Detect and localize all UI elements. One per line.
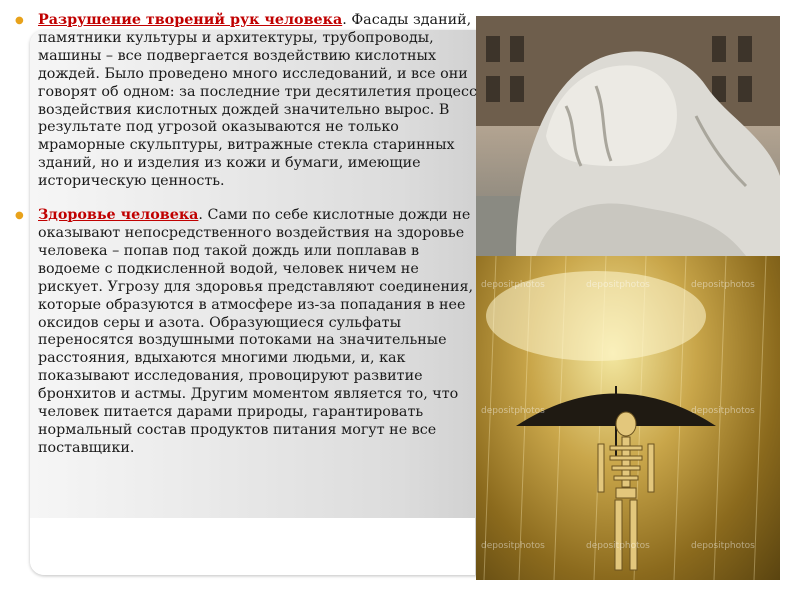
bullet-icon: ● — [15, 210, 24, 222]
watermark-text: depositphotos — [481, 280, 545, 290]
paragraph-health — [15, 207, 477, 458]
paragraph-heading: Разрушение творений рук человека — [38, 12, 343, 28]
paragraph-body: Сами по себе кислотные дожди не оказывают непосредственного воздействия на здоровье человека – попав под такой дождь или поплавав в водоеме с подкисленной водой, человек ничем не рискует. Угрозу для здоровья представляют соединения, которые образуются в атмосфере из-за попадания в нее оксидов серы и азота. Образующиеся сульфаты переносятся воздушными потоками на значительные расстояния, вдыхаются многими людьми, и, как показывают исследования, провоцируют развитие бронхитов и астмы. Другим моментом является то, что человек питается дарами природы, гарантировать нормальный состав продуктов питания могут не все поставщики. — [38, 207, 474, 456]
watermark-text: depositphotos — [586, 541, 650, 551]
watermark-text: depositphotos — [586, 280, 650, 290]
text-column — [15, 12, 477, 458]
watermark-text: depositphotos — [691, 406, 755, 416]
paragraph-heading: Здоровье человека — [38, 207, 199, 224]
paragraph-body: Фасады зданий, памятники культуры и архитектуры, трубопроводы, машины – все подвергается воздействию кислотных дождей. Было проведено много исследований, и все они говорят об одном: за последние три десятилетия процесс воздействия кислотных дождей значительно вырос. В результате под угрозой оказываются не только мраморные скульптуры, витражные стекла старинных зданий, но и изделия из кожи и бумаги, имеющие историческую ценность. — [38, 12, 477, 190]
heading-trail: . — [198, 207, 203, 224]
acid-rain-skeleton-photo — [476, 256, 780, 580]
heading-trail: . — [342, 12, 347, 28]
watermark-text: depositphotos — [481, 406, 545, 416]
watermark-text: depositphotos — [691, 280, 755, 290]
bullet-icon: ● — [15, 15, 24, 26]
lion-statue-photo — [476, 16, 780, 256]
card-notch — [30, 518, 475, 575]
watermark-text: depositphotos — [691, 541, 755, 551]
watermark-text: depositphotos — [481, 541, 545, 551]
paragraph-buildings — [15, 12, 477, 191]
